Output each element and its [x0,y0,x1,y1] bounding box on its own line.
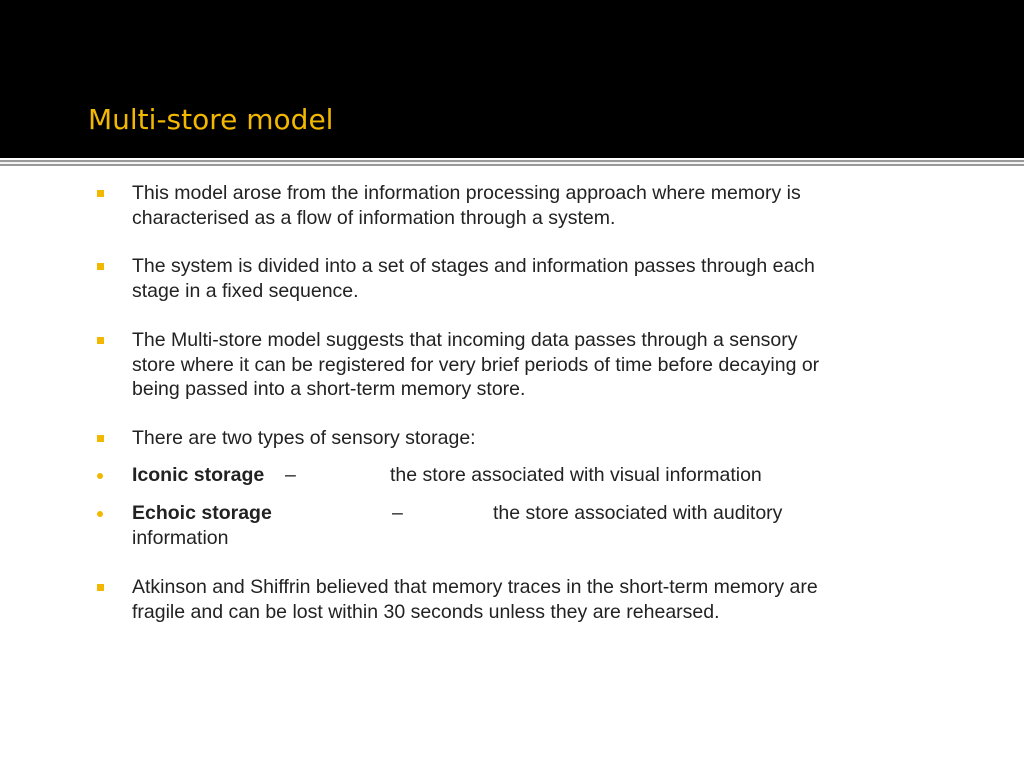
bullet-line: Atkinson and Shiffrin believed that memory traces in the short-term memory are [132,576,818,598]
bullet-text [132,181,952,230]
term-iconic-storage: Iconic storage [132,464,265,486]
bullet-line: The Multi-store model suggests that incoming data passes through a sensory [132,329,798,351]
square-bullet-icon [97,337,104,344]
bullet-text [132,426,952,451]
term-dash: – [392,502,403,524]
bullet-line: being passed into a short-term memory store. [132,378,526,400]
bullet-text [132,254,952,303]
square-bullet-icon [97,584,104,591]
sub-bullet-item [0,501,1024,551]
round-bullet-icon [97,473,103,479]
term-echoic-storage: Echoic storage [132,502,272,524]
bullet-text [132,328,952,402]
square-bullet-icon [97,263,104,270]
sub-bullet-item [0,463,1024,488]
square-bullet-icon [97,190,104,197]
term-description-continued: information [132,527,229,549]
bullet-text [132,575,952,624]
bullet-line: The system is divided into a set of stages and information passes through each [132,255,815,277]
bullet-line: This model arose from the information processing approach where memory is [132,182,801,204]
term-description: the store associated with visual information [390,464,762,486]
square-bullet-icon [97,435,104,442]
term-dash: – [285,464,296,486]
bullet-line: There are two types of sensory storage: [132,427,476,449]
round-bullet-icon [97,511,103,517]
bullet-line: characterised as a flow of information through a system. [132,206,616,229]
bullet-line: fragile and can be lost within 30 seconds unless they are rehearsed. [132,600,720,623]
term-description: the store associated with auditory [493,502,783,524]
bullet-line: stage in a fixed sequence. [132,279,359,302]
bullet-line: store where it can be registered for very brief periods of time before decaying or [132,353,820,376]
slide-title: Multi-store model [88,103,334,136]
